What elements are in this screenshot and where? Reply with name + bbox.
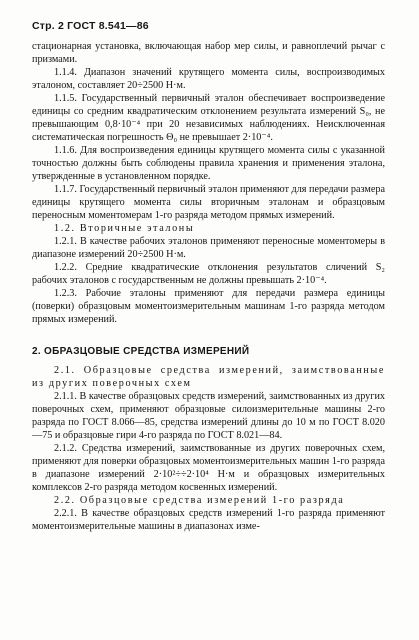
paragraph: 2.1.2. Средства измерений, заимствованные из других поверочных схем, применяют для поверки образцовых моментоизмерительных машин 1-го разряда в диапазоне измерений 2·10²÷÷2·10⁴ Н·м и образцовых измерительных комплексов 2-го разряда методом косвенных измерений. bbox=[32, 443, 385, 493]
paragraph: 1.1.7. Государственный первичный эталон применяют для передачи размера единицы крутящего момента силы вторичным эталонам и образцовым переносным моментомерам 1-го разряда методом прямых измерений. bbox=[32, 184, 385, 221]
subsection-title: 1.2. Вторичные эталоны bbox=[54, 223, 195, 234]
paragraph: 1.1.5. Государственный первичный эталон обеспечивает воспроизведение единицы со средним квадратическим отклонением результата измерений S₀, не превышающим 0,8·10⁻⁴ при 20 независимых наблюдениях. Неисключенная систематическая погрешность Θ₀ не превышает 2·10⁻⁴. bbox=[32, 93, 385, 143]
paragraph: 1.2.2. Средние квадратические отклонения результатов сличений S₂ рабочих эталонов с государственным не должны превышать 2·10⁻⁴. bbox=[32, 262, 385, 286]
paragraph: 1.1.4. Диапазон значений крутящего момента силы, воспроизводимых эталоном, составляет 20÷2500 Н·м. bbox=[32, 67, 385, 91]
paragraph: 2.2.1. В качестве образцовых средств измерений 1-го разряда применяют моментоизмерительные машины в диапазонах изме- bbox=[32, 508, 385, 532]
subsection-title: 2.1. Образцовые средства измерений, заимствованные из других поверочных схем bbox=[32, 365, 385, 389]
page-header: Стр. 2 ГОСТ 8.541—86 bbox=[32, 20, 149, 32]
section-heading: 2. ОБРАЗЦОВЫЕ СРЕДСТВА ИЗМЕРЕНИЙ bbox=[32, 346, 250, 357]
paragraph: 1.1.6. Для воспроизведения единицы крутящего момента силы с указанной точностью должны быть соблюдены правила хранения и применения эталона, утвержденные в установленном порядке. bbox=[32, 145, 385, 182]
paragraph: 1.2.3. Рабочие эталоны применяют для передачи размера единицы (поверки) образцовым моментоизмерительным машинам 1-го разряда методом прямых измерений. bbox=[32, 288, 385, 325]
paragraph: 1.2.1. В качестве рабочих эталонов применяют переносные моментомеры в диапазоне измерений 20÷2500 Н·м. bbox=[32, 236, 385, 260]
subsection-title: 2.2. Образцовые средства измерений 1-го разряда bbox=[54, 495, 345, 506]
document-body bbox=[32, 40, 385, 533]
paragraph: 2.1.1. В качестве образцовых средств измерений, заимствованных из других поверочных схем, применяют образцовые силоизмерительные машины 2-го разряда по ГОСТ 8.066—85, средства измерений длины до 10 м по ГОСТ 8.020—75 и образцовые гири 4-го разряда по ГОСТ 8.021—84. bbox=[32, 391, 385, 441]
paragraph: стационарная установка, включающая набор мер силы, и равноплечий рычаг с призмами. bbox=[32, 41, 385, 65]
